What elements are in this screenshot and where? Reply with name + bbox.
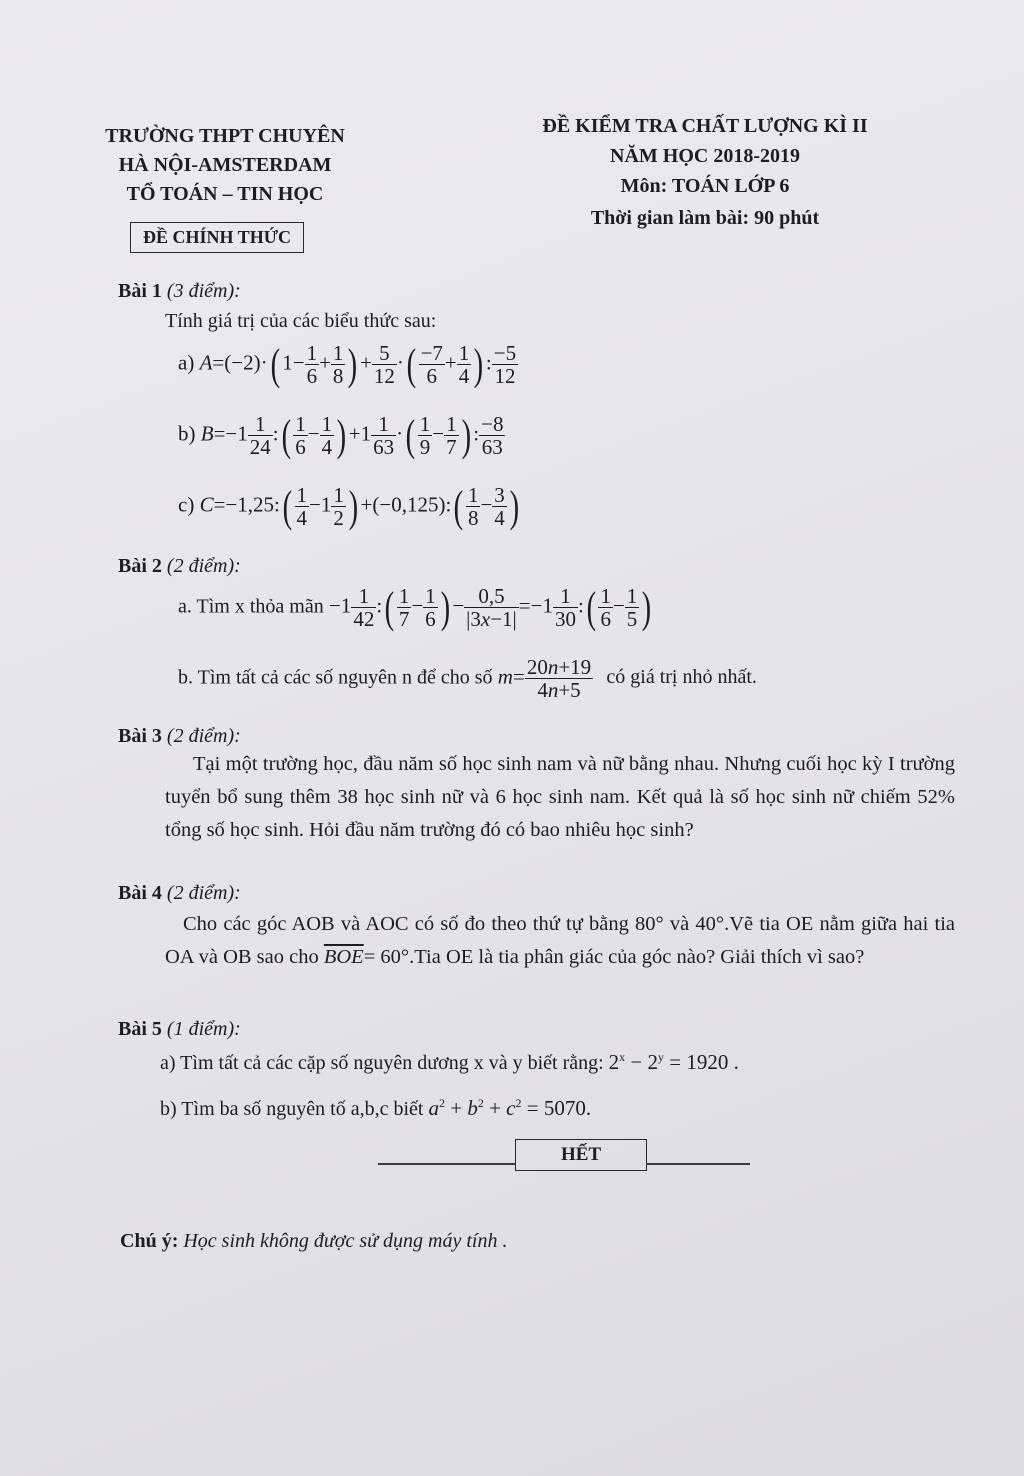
problem-3-points: (2 điểm): (166, 725, 241, 747)
school-name-line1: TRƯỜNG THPT CHUYÊN (105, 125, 345, 147)
problem-3-text: Tại một trường học, đầu năm số học sinh nam và nữ bằng nhau. Nhưng cuối học kỳ I trường tuyển bổ sung thêm 38 học sinh nữ và 6 học sinh nam. Kết quả là số học sinh nữ chiếm 52% tổng số học sinh. Hỏi đầu năm trường đó có bao nhiêu học sinh? (165, 753, 955, 841)
problem-1-heading (118, 280, 241, 303)
problem-5-points: (1 điểm): (166, 1018, 241, 1040)
problem-1-title: Bài 1 (118, 280, 162, 302)
duration-label: Thời gian làm bài: 90 phút (590, 207, 820, 229)
expression-c-label: c) (178, 492, 195, 517)
problem-4-text (165, 908, 955, 974)
problem-4-points: (2 điểm): (166, 882, 241, 904)
expression-b: b) B=−1 $\frac{1}{24}$ :( $\frac{1}{6}$ − $\frac{1}{4}$ ) +1 $\frac{1}{63}$ ·( $\frac{1}{9}$ − $\frac{1}{7}$ ) : $\frac{-8}{63}$ (178, 410, 504, 460)
problem-2-heading (118, 555, 241, 578)
problem-2b-text: b. Tìm tất cả các số nguyên n để cho số (178, 666, 493, 689)
official-exam-badge: ĐỀ CHÍNH THỨC (130, 222, 304, 253)
problem-5-title: Bài 5 (118, 1018, 162, 1040)
end-badge: HẾT (515, 1139, 647, 1171)
department-name: TỔ TOÁN – TIN HỌC (126, 183, 324, 205)
note (120, 1230, 507, 1253)
problem-5a: a) Tìm tất cả các cặp số nguyên dương x và y biết rằng: $2^x - 2^y = 1920$ . (160, 1050, 739, 1074)
note-text: Học sinh không được sử dụng máy tính . (183, 1230, 508, 1252)
problem-5b: b) Tìm ba số nguyên tố a,b,c biết $a^2 + b^2 + c^2 = 5070$. (160, 1096, 592, 1120)
problem-1-points: (3 điểm): (166, 280, 241, 302)
problem-2a: a. Tìm x thỏa mãn −1 $\frac{1}{42}$ :( $\frac{1}{7}$ − $\frac{1}{6}$ ) − $\frac{0,5}{|3x-1|}$ =−1 $\frac{1}{30}$ :( $\frac{1}{6}$ − $\frac{1}{5}$ ) (178, 582, 652, 632)
expression-a-label: a) (178, 350, 195, 375)
school-name-line2: HÀ NỘI-AMSTERDAM (118, 154, 332, 176)
problem-3-title: Bài 3 (118, 725, 162, 747)
problem-4-heading (118, 882, 241, 905)
problem-2b-tail: có giá trị nhỏ nhất. (606, 666, 757, 689)
expression-a: a) A=(−2)·( 1− $\frac{1}{6}$ + $\frac{1}{8}$ ) + $\frac{5}{12}$ ·( $\frac{-7}{6}$ + $\frac{1}{4}$ ) : $\frac{-5}{12}$ (178, 339, 517, 389)
problem-1-intro: Tính giá trị của các biểu thức sau: (165, 310, 437, 332)
expression-c: c) C=−1,25:( $\frac{1}{4}$ −1 $\frac{1}{2}$ ) +(−0,125):( $\frac{1}{8}$ − $\frac{3}{4}$ ) (178, 481, 519, 531)
problem-2-points: (2 điểm): (166, 555, 241, 577)
problem-5b-text: b) Tìm ba số nguyên tố a,b,c biết (160, 1098, 424, 1120)
problem-2b: b. Tìm tất cả các số nguyên n để cho số m= $\frac{20n+19}{4n+5}$ có giá trị nhỏ nhất. (178, 655, 757, 703)
problem-5a-text: a) Tìm tất cả các cặp số nguyên dương x và y biết rằng: (160, 1052, 604, 1074)
note-label: Chú ý: (120, 1230, 179, 1252)
subject-label: Môn: TOÁN LỚP 6 (620, 175, 790, 197)
expression-b-label: b) (178, 421, 196, 446)
end-divider-right (646, 1163, 750, 1165)
problem-4-text-part1: Cho các góc AOB và AOC có số đo theo thứ tự bằng 80° và 40°.Vẽ tia OE nằm giữa hai tia OA và OB sao cho (165, 913, 955, 968)
problem-3-heading (118, 725, 241, 748)
problem-2-title: Bài 2 (118, 555, 162, 577)
end-divider-left (378, 1163, 516, 1165)
problem-4-text-part2: = 60°.Tia OE là tia phân giác của góc nào? Giải thích vì sao? (363, 946, 865, 968)
problem-5-heading (118, 1018, 241, 1041)
exam-title: ĐỀ KIỂM TRA CHẤT LƯỢNG KÌ II (542, 115, 868, 137)
problem-2a-text: a. Tìm x thỏa mãn (178, 595, 324, 618)
school-year: NĂM HỌC 2018-2019 (610, 145, 800, 167)
angle-boe: $\overline{BOE}$ (323, 946, 364, 968)
problem-4-title: Bài 4 (118, 882, 162, 904)
